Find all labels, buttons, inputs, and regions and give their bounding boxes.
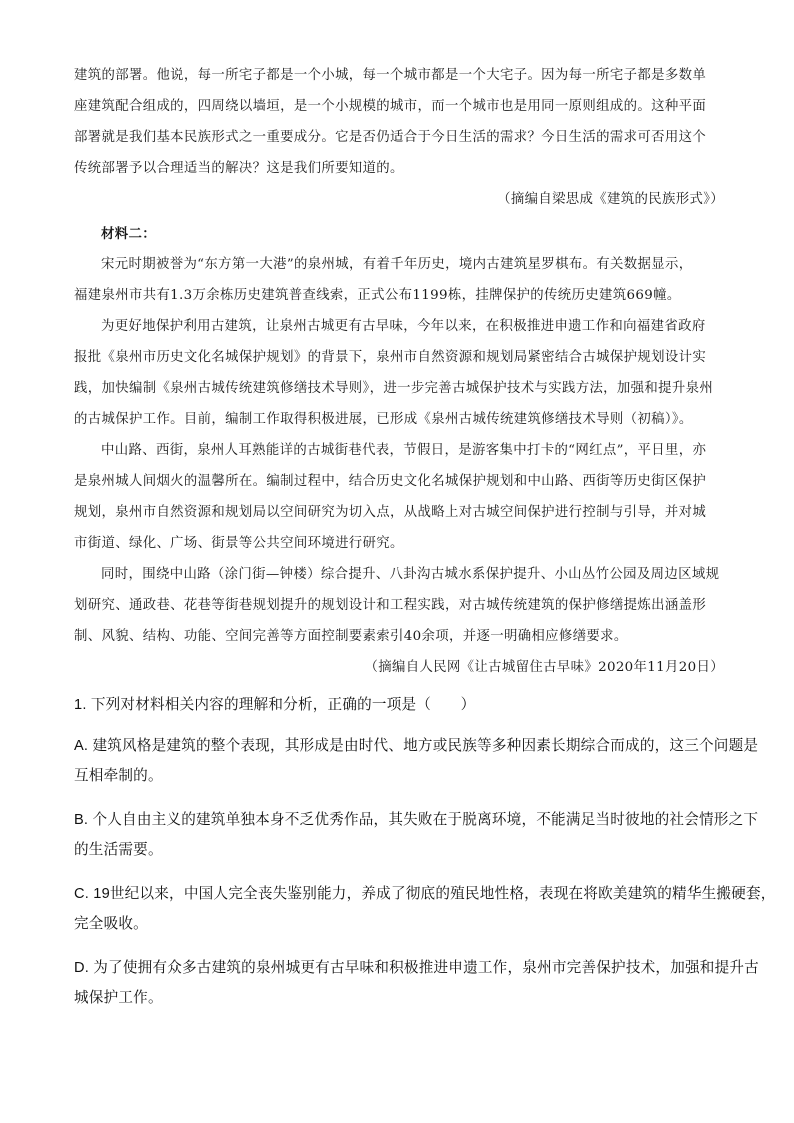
material1-line: 部署就是我们基本民族形式之一重要成分。它是否仍适合于今日生活的需求？今日生活的需求可否用这个 — [74, 130, 707, 145]
material1-line: 座建筑配合组成的，四周绕以墙垣，是一个小规模的城市，而一个城市也是用同一原则组成的。这种平面 — [74, 99, 707, 114]
paragraph-line: 同时，围绕中山路（涂门街—钟楼）综合提升、八卦沟古城水系保护提升、小山丛竹公园及周边区域规 — [101, 567, 720, 582]
paragraph-line: 中山路、西街，泉州人耳熟能详的古城街巷代表，节假日，是游客集中打卡的“网红点”，平日里，亦 — [101, 443, 707, 458]
material1-line: 传统部署予以合理适当的解决？这是我们所要知道的。 — [74, 161, 404, 176]
material2-source: （摘编自人民网《让古城留住古早味》2020年11月20日） — [364, 660, 724, 675]
material1-line: 建筑的部署。他说，每一所宅子都是一个小城，每一个城市都是一个大宅子。因为每一所宅子都是多数单 — [74, 68, 707, 83]
question-stem: 1. 下列对材料相关内容的理解和分析，正确的一项是（ ） — [74, 697, 476, 713]
paragraph-line: 践，加快编制《泉州古城传统建筑修缮技术导则》，进一步完善古城保护技术与实践方法，加强和提升泉州 — [74, 381, 714, 396]
paragraph-line: 划研究、通政巷、花巷等街巷规划提升的规划设计和工程实践，对古城传统建筑的保护修缮提炼出涵盖形 — [74, 598, 707, 613]
option-d: D. 为了使拥有众多古建筑的泉州城更有古早味和积极推进申遗工作，泉州市完善保护技术，加强和提升古 — [74, 960, 759, 976]
option-a-continued: 互相牵制的。 — [74, 768, 163, 784]
paragraph-line: 规划，泉州市自然资源和规划局以空间研究为切入点，从战略上对古城空间保护进行控制与引导，并对城 — [74, 505, 707, 520]
material2-heading: 材料二： — [101, 226, 156, 242]
paragraph-line: 福建泉州市共有1.3万余栋历史建筑普查线索，正式公布1199栋，挂牌保护的传统历史建筑669幢。 — [74, 288, 681, 303]
paragraph-line: 市街道、绿化、广场、街景等公共空间环境进行研究。 — [74, 536, 404, 551]
paragraph-line: 为更好地保护利用古建筑，让泉州古城更有古早味，今年以来，在积极推进申遗工作和向福建省政府 — [101, 319, 706, 334]
paragraph-line: 报批《泉州市历史文化名城保护规划》的背景下，泉州市自然资源和规划局紧密结合古城保护规划设计实 — [74, 350, 707, 365]
option-c-continued: 完全吸收。 — [74, 916, 148, 932]
paragraph-line: 制、风貌、结构、功能、空间完善等方面控制要素索引40余项，并逐一明确相应修缮要求。 — [74, 629, 628, 644]
option-a: A. 建筑风格是建筑的整个表现，其形成是由时代、地方或民族等多种因素长期综合而成的，这三个问题是 — [74, 738, 759, 754]
option-b-continued: 的生活需要。 — [74, 842, 163, 858]
material1-source: （摘编自梁思成《建筑的民族形式》） — [497, 192, 724, 207]
option-d-continued: 城保护工作。 — [74, 990, 163, 1006]
paragraph-line: 是泉州城人间烟火的温馨所在。编制过程中，结合历史文化名城保护规划和中山路、西街等历史街区保护 — [74, 474, 707, 489]
paragraph-line: 的古城保护工作。目前，编制工作取得积极进展，已形成《泉州古城传统建筑修缮技术导则（初稿）》。 — [74, 412, 693, 427]
option-b: B. 个人自由主义的建筑单独本身不乏优秀作品，其失败在于脱离环境，不能满足当时彼地的社会情形之下 — [74, 812, 759, 828]
option-c: C. 19世纪以来，中国人完全丧失鉴别能力，养成了彻底的殖民地性格，表现在将欧美建筑的精华生搬硬套， — [74, 886, 776, 902]
paragraph-line: 宋元时期被誉为“东方第一大港”的泉州城，有着千年历史，境内古建筑星罗棋布。有关数据显示， — [101, 257, 693, 272]
